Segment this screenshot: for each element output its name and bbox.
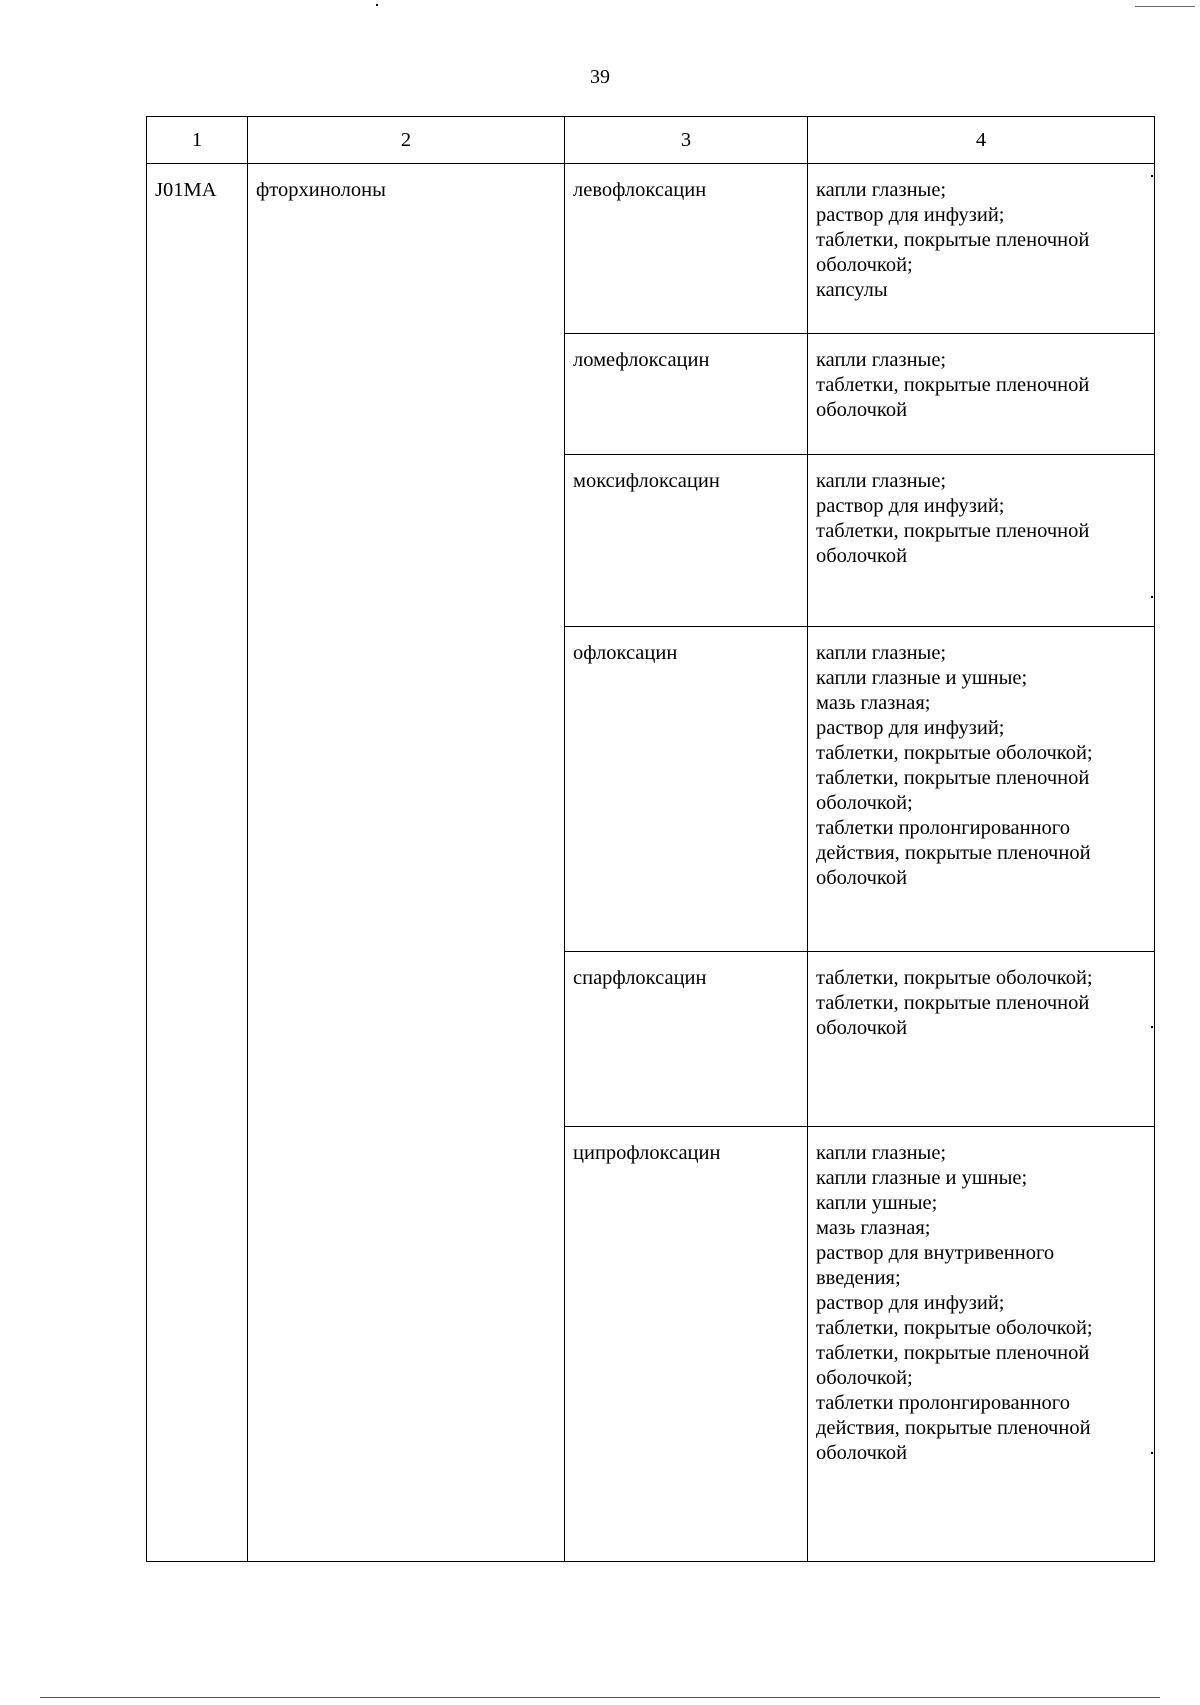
drug-name-cell [565, 455, 808, 627]
dosage-form-line: раствор для внутривенного [816, 1242, 1055, 1264]
dosage-form-line: оболочкой [816, 545, 908, 567]
drug-name: ломефлоксацин [573, 349, 710, 371]
dosage-form-line: оболочкой; [816, 1367, 913, 1389]
dosage-form-line: капли глазные; [816, 470, 947, 492]
dosage-form-line: оболочкой [816, 1017, 908, 1039]
dosage-form-line: таблетки пролонгированного [816, 817, 1070, 839]
dosage-form-line: оболочкой; [816, 254, 913, 276]
dosage-form-line: таблетки, покрытые пленочной [816, 992, 1090, 1014]
dosage-form-line: таблетки, покрытые оболочкой; [816, 742, 1093, 764]
dosage-form-line: таблетки пролонгированного [816, 1392, 1070, 1414]
dosage-form-line: раствор для инфузий; [816, 204, 1005, 226]
dosage-form-line: таблетки, покрытые пленочной [816, 229, 1090, 251]
drug-name: спарфлоксацин [573, 967, 707, 989]
dosage-form-line: таблетки, покрытые пленочной [816, 1342, 1090, 1364]
dosage-form-line: капли глазные; [816, 179, 947, 201]
dosage-form-line: таблетки, покрытые пленочной [816, 767, 1090, 789]
dosage-forms-cell [808, 334, 1155, 455]
group-name-cell [248, 164, 565, 1562]
dosage-form-line: капли глазные; [816, 642, 947, 664]
dosage-form-line: введения; [816, 1267, 901, 1289]
table-row [147, 164, 1155, 334]
column-header-3: 3 [565, 117, 808, 164]
dosage-form-line: таблетки, покрытые оболочкой; [816, 1317, 1093, 1339]
drug-name-cell [565, 1127, 808, 1562]
scan-dot-right-3 [1151, 1026, 1153, 1028]
column-header-1: 1 [147, 117, 248, 164]
scan-dash-top-right [1135, 6, 1195, 7]
atc-code-cell [147, 164, 248, 1562]
dosage-form-line: капли глазные и ушные; [816, 1167, 1028, 1189]
dosage-form-line: капли ушные; [816, 1192, 938, 1214]
drug-name: моксифлоксацин [573, 470, 720, 492]
dosage-forms [808, 334, 1154, 429]
dosage-form-line: раствор для инфузий; [816, 1292, 1005, 1314]
dosage-form-line: капли глазные; [816, 1142, 947, 1164]
group-name: фторхинолоны [256, 179, 386, 201]
dosage-form-line: капли глазные; [816, 349, 947, 371]
scan-dot-right-1 [1151, 175, 1153, 177]
page-number: 39 [590, 66, 610, 88]
dosage-form-line: оболочкой; [816, 792, 913, 814]
drug-name: ципрофлоксацин [573, 1142, 721, 1164]
dosage-forms-cell [808, 455, 1155, 627]
dosage-form-line: раствор для инфузий; [816, 495, 1005, 517]
dosage-forms-cell [808, 1127, 1155, 1562]
dosage-form-line: таблетки, покрытые оболочкой; [816, 967, 1093, 989]
dosage-form-line: капсулы [816, 279, 888, 301]
dosage-forms [808, 627, 1154, 897]
drug-name-cell [565, 952, 808, 1127]
drug-name: офлоксацин [573, 642, 678, 664]
header-row [147, 117, 1155, 164]
scan-edge-line-bottom [40, 1697, 1160, 1698]
drug-table [146, 116, 1155, 1562]
dosage-form-line: оболочкой [816, 1442, 908, 1464]
dosage-forms [808, 164, 1154, 309]
dosage-form-line: действия, покрытые пленочной [816, 1417, 1091, 1439]
dosage-forms [808, 952, 1154, 1047]
dosage-forms-cell [808, 952, 1155, 1127]
dosage-form-line: оболочкой [816, 399, 908, 421]
dosage-form-line: таблетки, покрытые пленочной [816, 374, 1090, 396]
scan-dot-top [376, 4, 378, 6]
drug-name-cell [565, 164, 808, 334]
dosage-forms-cell [808, 164, 1155, 334]
drug-name-cell [565, 334, 808, 455]
drug-name: левофлоксацин [573, 179, 707, 201]
scan-dot-right-2 [1151, 596, 1153, 598]
dosage-form-line: мазь глазная; [816, 692, 931, 714]
dosage-form-line: мазь глазная; [816, 1217, 931, 1239]
column-header-4: 4 [808, 117, 1155, 164]
dosage-form-line: действия, покрытые пленочной [816, 842, 1091, 864]
column-header-2: 2 [248, 117, 565, 164]
drug-name-cell [565, 627, 808, 952]
dosage-form-line: таблетки, покрытые пленочной [816, 520, 1090, 542]
dosage-forms [808, 1127, 1154, 1472]
dosage-forms-cell [808, 627, 1155, 952]
dosage-form-line: раствор для инфузий; [816, 717, 1005, 739]
dosage-forms [808, 455, 1154, 575]
atc-code: J01MA [155, 179, 217, 201]
dosage-form-line: оболочкой [816, 867, 908, 889]
dosage-form-line: капли глазные и ушные; [816, 667, 1028, 689]
scan-dot-right-4 [1151, 1452, 1153, 1454]
